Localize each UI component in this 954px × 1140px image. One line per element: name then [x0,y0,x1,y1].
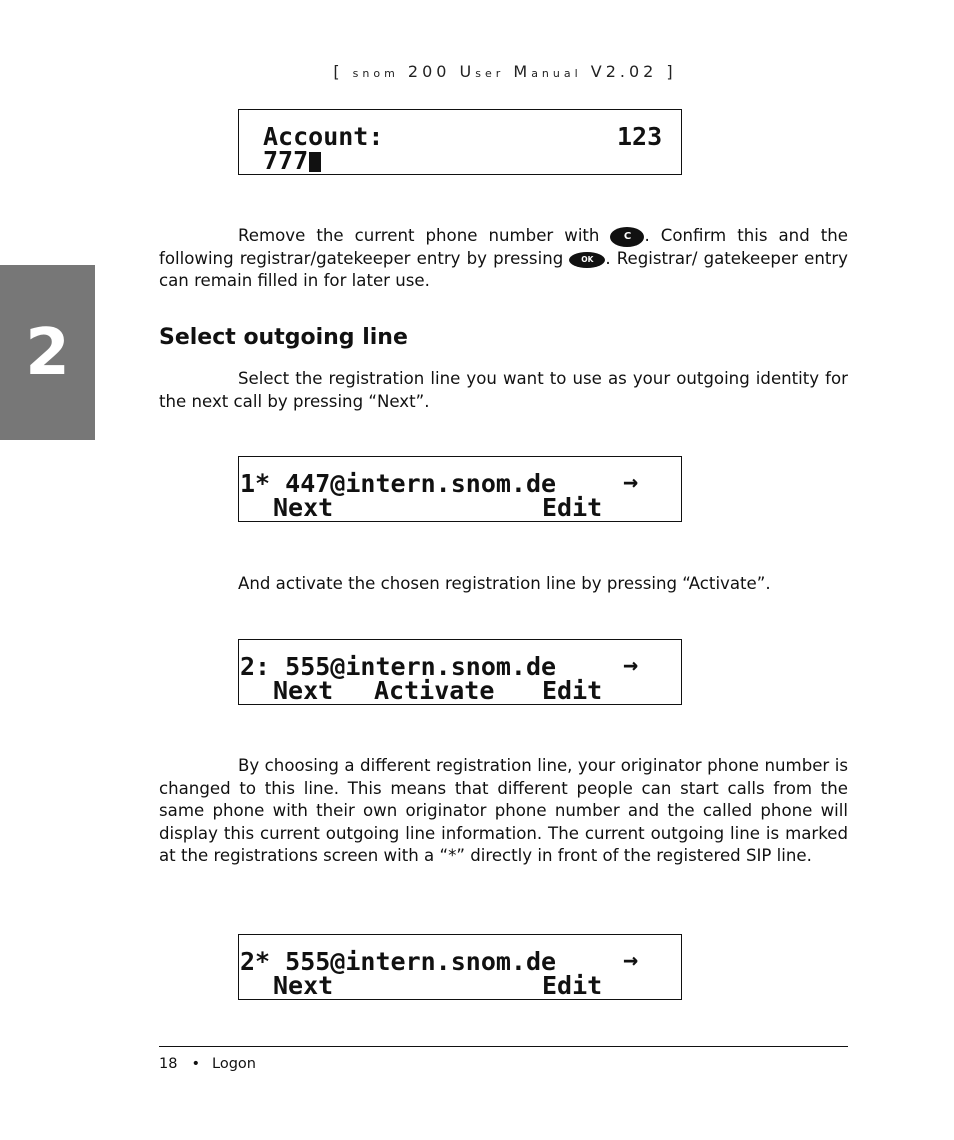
lcd-screen-line2 [238,639,682,705]
page-number: 18 [159,1056,178,1072]
footer-section: Logon [212,1056,256,1072]
activate-text: And activate the chosen registration line by pressing “Activate”. [238,574,771,593]
footer-bullet: • [191,1056,201,1072]
header-manual-initial: M [513,62,532,81]
lcd-line2-text: 2: 555@intern.snom.de [240,652,557,681]
choose-text: By choosing a different registration line, your originator phone number is changed to this line. This means that different people can start calls from the same phone with their own originator phone number and the called phone will display this current outgoing line information. The current outgoing line is marked at the registrations screen with a “*” directly in front of the registered SIP line. [159,756,848,865]
lcd-line2-active-text: 2* 555@intern.snom.de [240,947,557,976]
lcd-account-input-row [263,148,321,173]
lcd-screen-account [238,109,682,175]
arrow-right-icon: → [623,650,639,679]
lcd-line1-soft-right: Edit [542,493,603,522]
arrow-right-icon: → [623,467,639,496]
lcd-screen-line1 [238,456,682,522]
select-paragraph [159,368,848,413]
header-model: 200 [407,62,451,81]
footer-divider [159,1046,848,1047]
header-bracket-open: [ [333,62,353,81]
lcd-screen-line2-active [238,934,682,1000]
activate-paragraph [159,573,848,596]
header-user-initial: U [459,62,476,81]
header-manual-rest: anual [531,67,582,80]
lcd-line2-active-soft-left: Next [273,971,334,1000]
section-title: Select outgoing line [159,325,408,350]
lcd-line2-active-soft-right: Edit [542,971,603,1000]
lcd-line1-soft-left: Next [273,493,334,522]
lcd-line2-soft-right: Edit [542,676,603,705]
lcd-line2-soft-middle: Activate [374,676,495,705]
header-snom: snom [352,67,399,80]
remove-text-a: Remove the current phone number with [238,226,611,245]
lcd-account-number: 123 [617,122,663,151]
choose-paragraph [159,755,848,868]
chapter-tab: 2 [0,265,95,440]
lcd-account-label: Account: [263,122,384,151]
lcd-line1-text: 1* 447@intern.snom.de [240,469,557,498]
lcd-line2-soft-left: Next [273,676,334,705]
header-user-rest: ser [475,67,505,80]
cursor-block-icon [309,152,321,172]
header-version: V2.02 [590,62,658,81]
arrow-right-icon: → [623,945,639,974]
remove-text-c: . Registrar/ gatekeeper entry can remain filled in for later use. [159,248,848,290]
page-footer [159,1056,256,1072]
remove-paragraph [159,225,848,293]
ok-key-icon: OK [569,252,605,268]
lcd-account-input: 777 [263,146,309,175]
header-bracket-close: ] [657,62,677,81]
c-key-icon: C [610,227,644,247]
running-header [0,62,954,81]
remove-text-b: . Confirm this and the following registrar/gatekeeper entry by pressing [159,226,848,268]
select-text: Select the registration line you want to use as your outgoing identity for the next call by pressing “Next”. [159,369,848,411]
